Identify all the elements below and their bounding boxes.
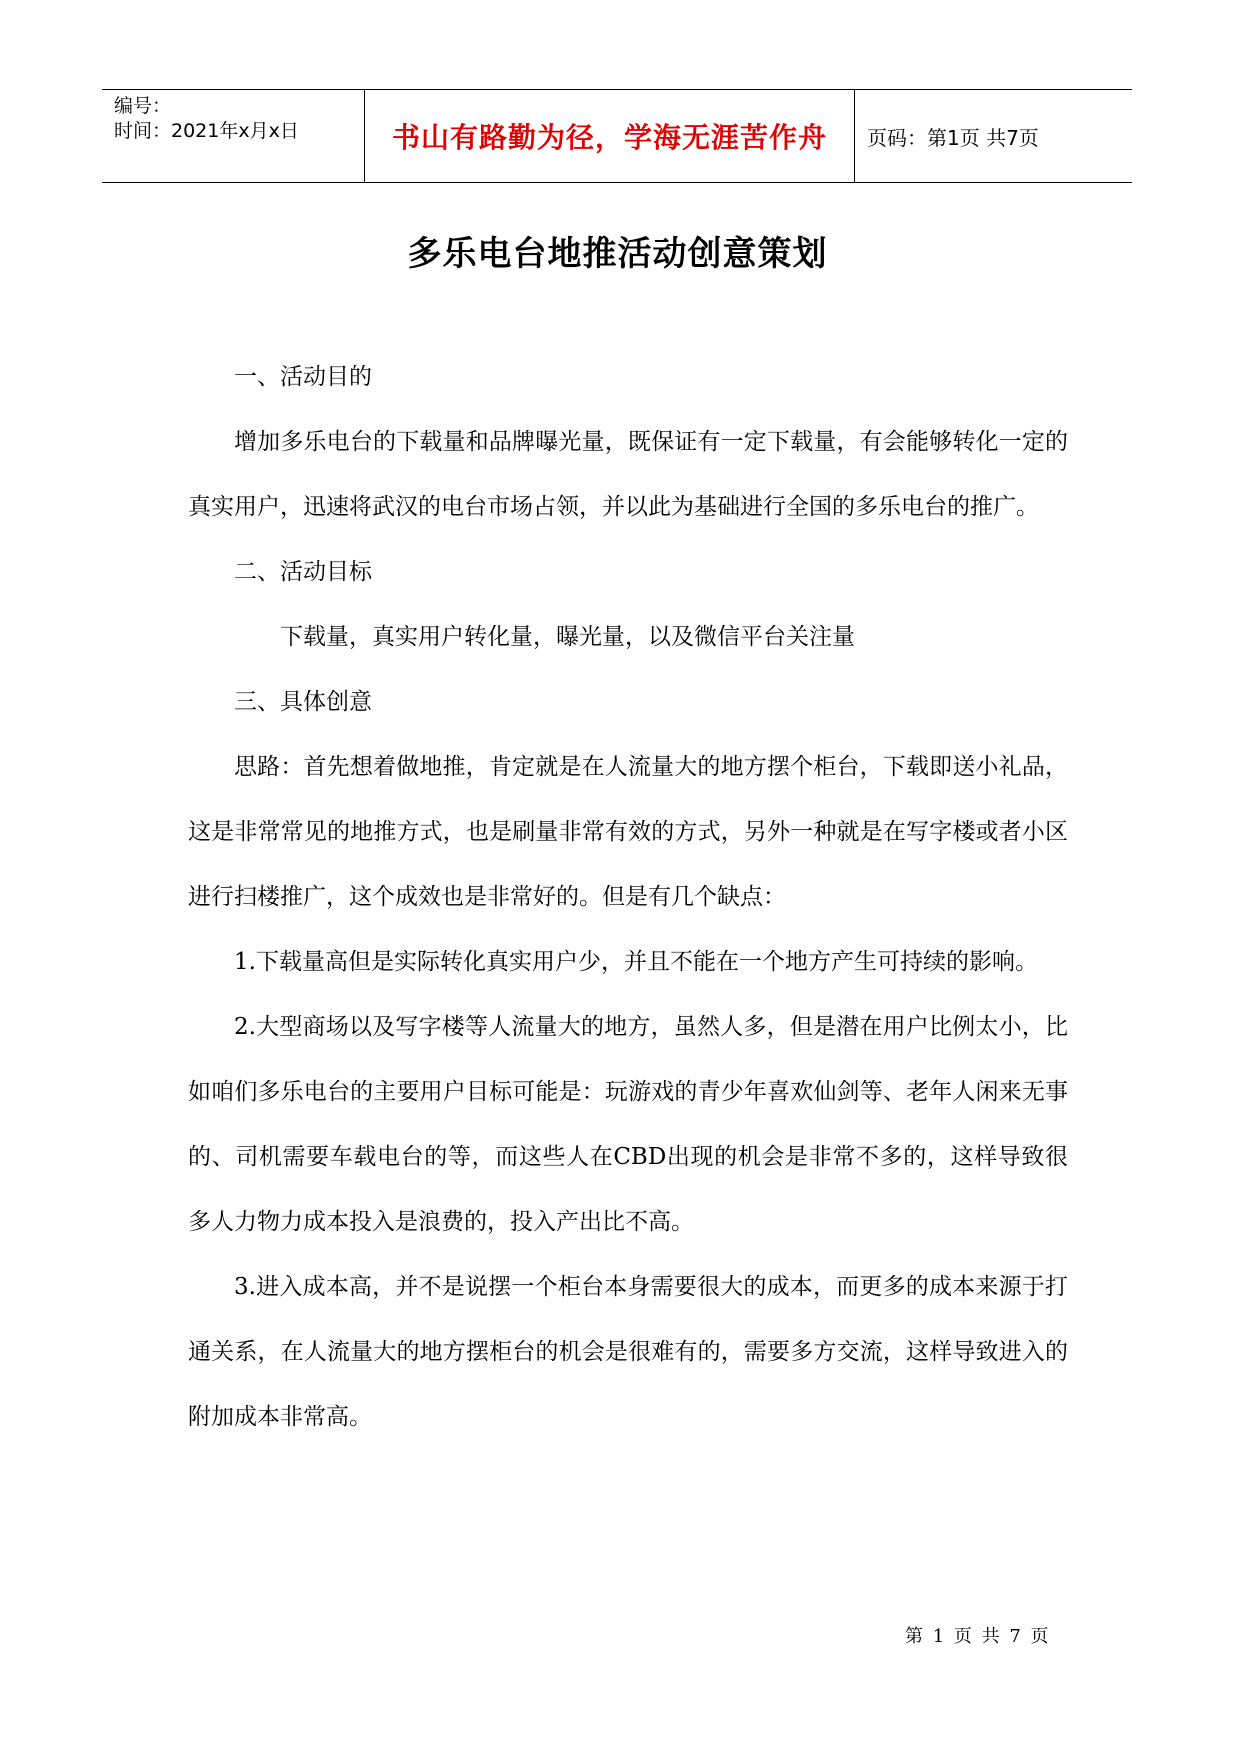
time-label: 时间：2021年x月x日 bbox=[114, 120, 299, 142]
document-title: 多乐电台地推活动创意策划 bbox=[407, 234, 828, 274]
header-table bbox=[102, 89, 1132, 183]
list-item: 2.大型商场以及写字楼等人流量大的地方，虽然人多，但是潜在用户比例太小，比如咱们多乐电台的主要用户目标可能是：玩游戏的青少年喜欢仙剑等、老年人闲来无事的、司机需要车载电台的等，而这些人在CBD出现的机会是非常不多的，这样导致很多人力物力成本投入是浪费的，投入产出比不高。 bbox=[188, 1014, 1068, 1235]
header-motto: 书山有路勤为径，学海无涯苦作舟 bbox=[365, 90, 855, 182]
list-item: 1.下载量高但是实际转化真实用户少，并且不能在一个地方产生可持续的影响。 bbox=[234, 949, 1038, 975]
paragraph: 思路：首先想着做地推，肯定就是在人流量大的地方摆个柜台，下载即送小礼品，这是非常常见的地推方式，也是刷量非常有效的方式，另外一种就是在写字楼或者小区进行扫楼推广，这个成效也是非常好的。但是有几个缺点： bbox=[188, 754, 1068, 910]
page-footer: 第 1 页 共 7 页 bbox=[905, 1626, 1051, 1647]
number-label: 编号： bbox=[114, 95, 172, 117]
header-meta bbox=[102, 90, 365, 182]
document-body bbox=[188, 345, 1068, 1450]
paragraph: 增加多乐电台的下载量和品牌曝光量，既保证有一定下载量，有会能够转化一定的真实用户，迅速将武汉的电台市场占领，并以此为基础进行全国的多乐电台的推广。 bbox=[188, 429, 1068, 520]
section-heading-ideas: 三、具体创意 bbox=[234, 689, 372, 715]
section-heading-purpose: 一、活动目的 bbox=[234, 364, 372, 390]
list-item: 3.进入成本高，并不是说摆一个柜台本身需要很大的成本，而更多的成本来源于打通关系，在人流量大的地方摆柜台的机会是很难有的，需要多方交流，这样导致进入的附加成本非常高。 bbox=[188, 1274, 1068, 1430]
section-heading-goals: 二、活动目标 bbox=[234, 559, 372, 585]
header-page-info: 页码：第1页 共7页 bbox=[867, 125, 1039, 150]
paragraph: 下载量，真实用户转化量，曝光量，以及微信平台关注量 bbox=[280, 624, 855, 650]
